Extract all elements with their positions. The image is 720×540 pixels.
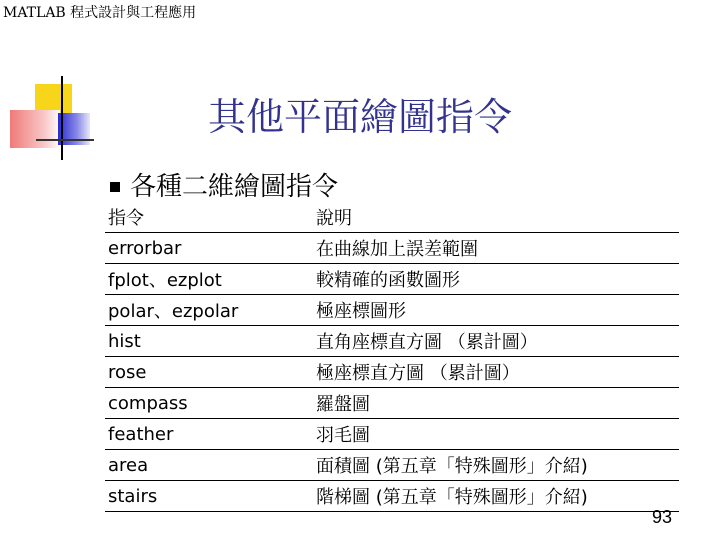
command-cell: compass [105,388,313,419]
command-cell: stairs [105,481,313,512]
command-cell: errorbar [105,233,313,264]
table-row [105,419,679,450]
table-row [105,388,679,419]
command-cell: rose [105,357,313,388]
table-row [105,481,679,512]
command-cell: hist [105,326,313,357]
slide-logo [0,0,120,170]
description-cell: 直角座標直方圖 （累計圖） [313,326,679,357]
slide-subtitle: 各種二維繪圖指令 [130,172,339,202]
command-cell: feather [105,419,313,450]
slide-title: 其他平面繪圖指令 [207,95,512,139]
table-row [105,357,679,388]
description-cell: 面積圖 (第五章「特殊圖形」介紹) [313,450,679,481]
document-header: MATLAB 程式設計與工程應用 [3,5,197,21]
page-number: 93 [652,507,673,527]
command-table [105,202,679,512]
command-cell: fplot、ezplot [105,264,313,295]
table-row [105,295,679,326]
table-row [105,326,679,357]
description-cell: 羽毛圖 [313,419,679,450]
command-cell: polar、ezpolar [105,295,313,326]
description-cell: 較精確的函數圖形 [313,264,679,295]
command-cell: area [105,450,313,481]
table-row [105,233,679,264]
bullet-icon [110,182,120,192]
description-cell: 階梯圖 (第五章「特殊圖形」介紹) [313,481,679,512]
table-row [105,264,679,295]
column-header-description: 說明 [316,208,352,229]
description-cell: 極座標圖形 [313,295,679,326]
table-header-row [105,202,679,233]
column-header-command: 指令 [108,208,144,229]
table-row [105,450,679,481]
description-cell: 羅盤圖 [313,388,679,419]
description-cell: 在曲線加上誤差範圍 [313,233,679,264]
description-cell: 極座標直方圖 （累計圖） [313,357,679,388]
